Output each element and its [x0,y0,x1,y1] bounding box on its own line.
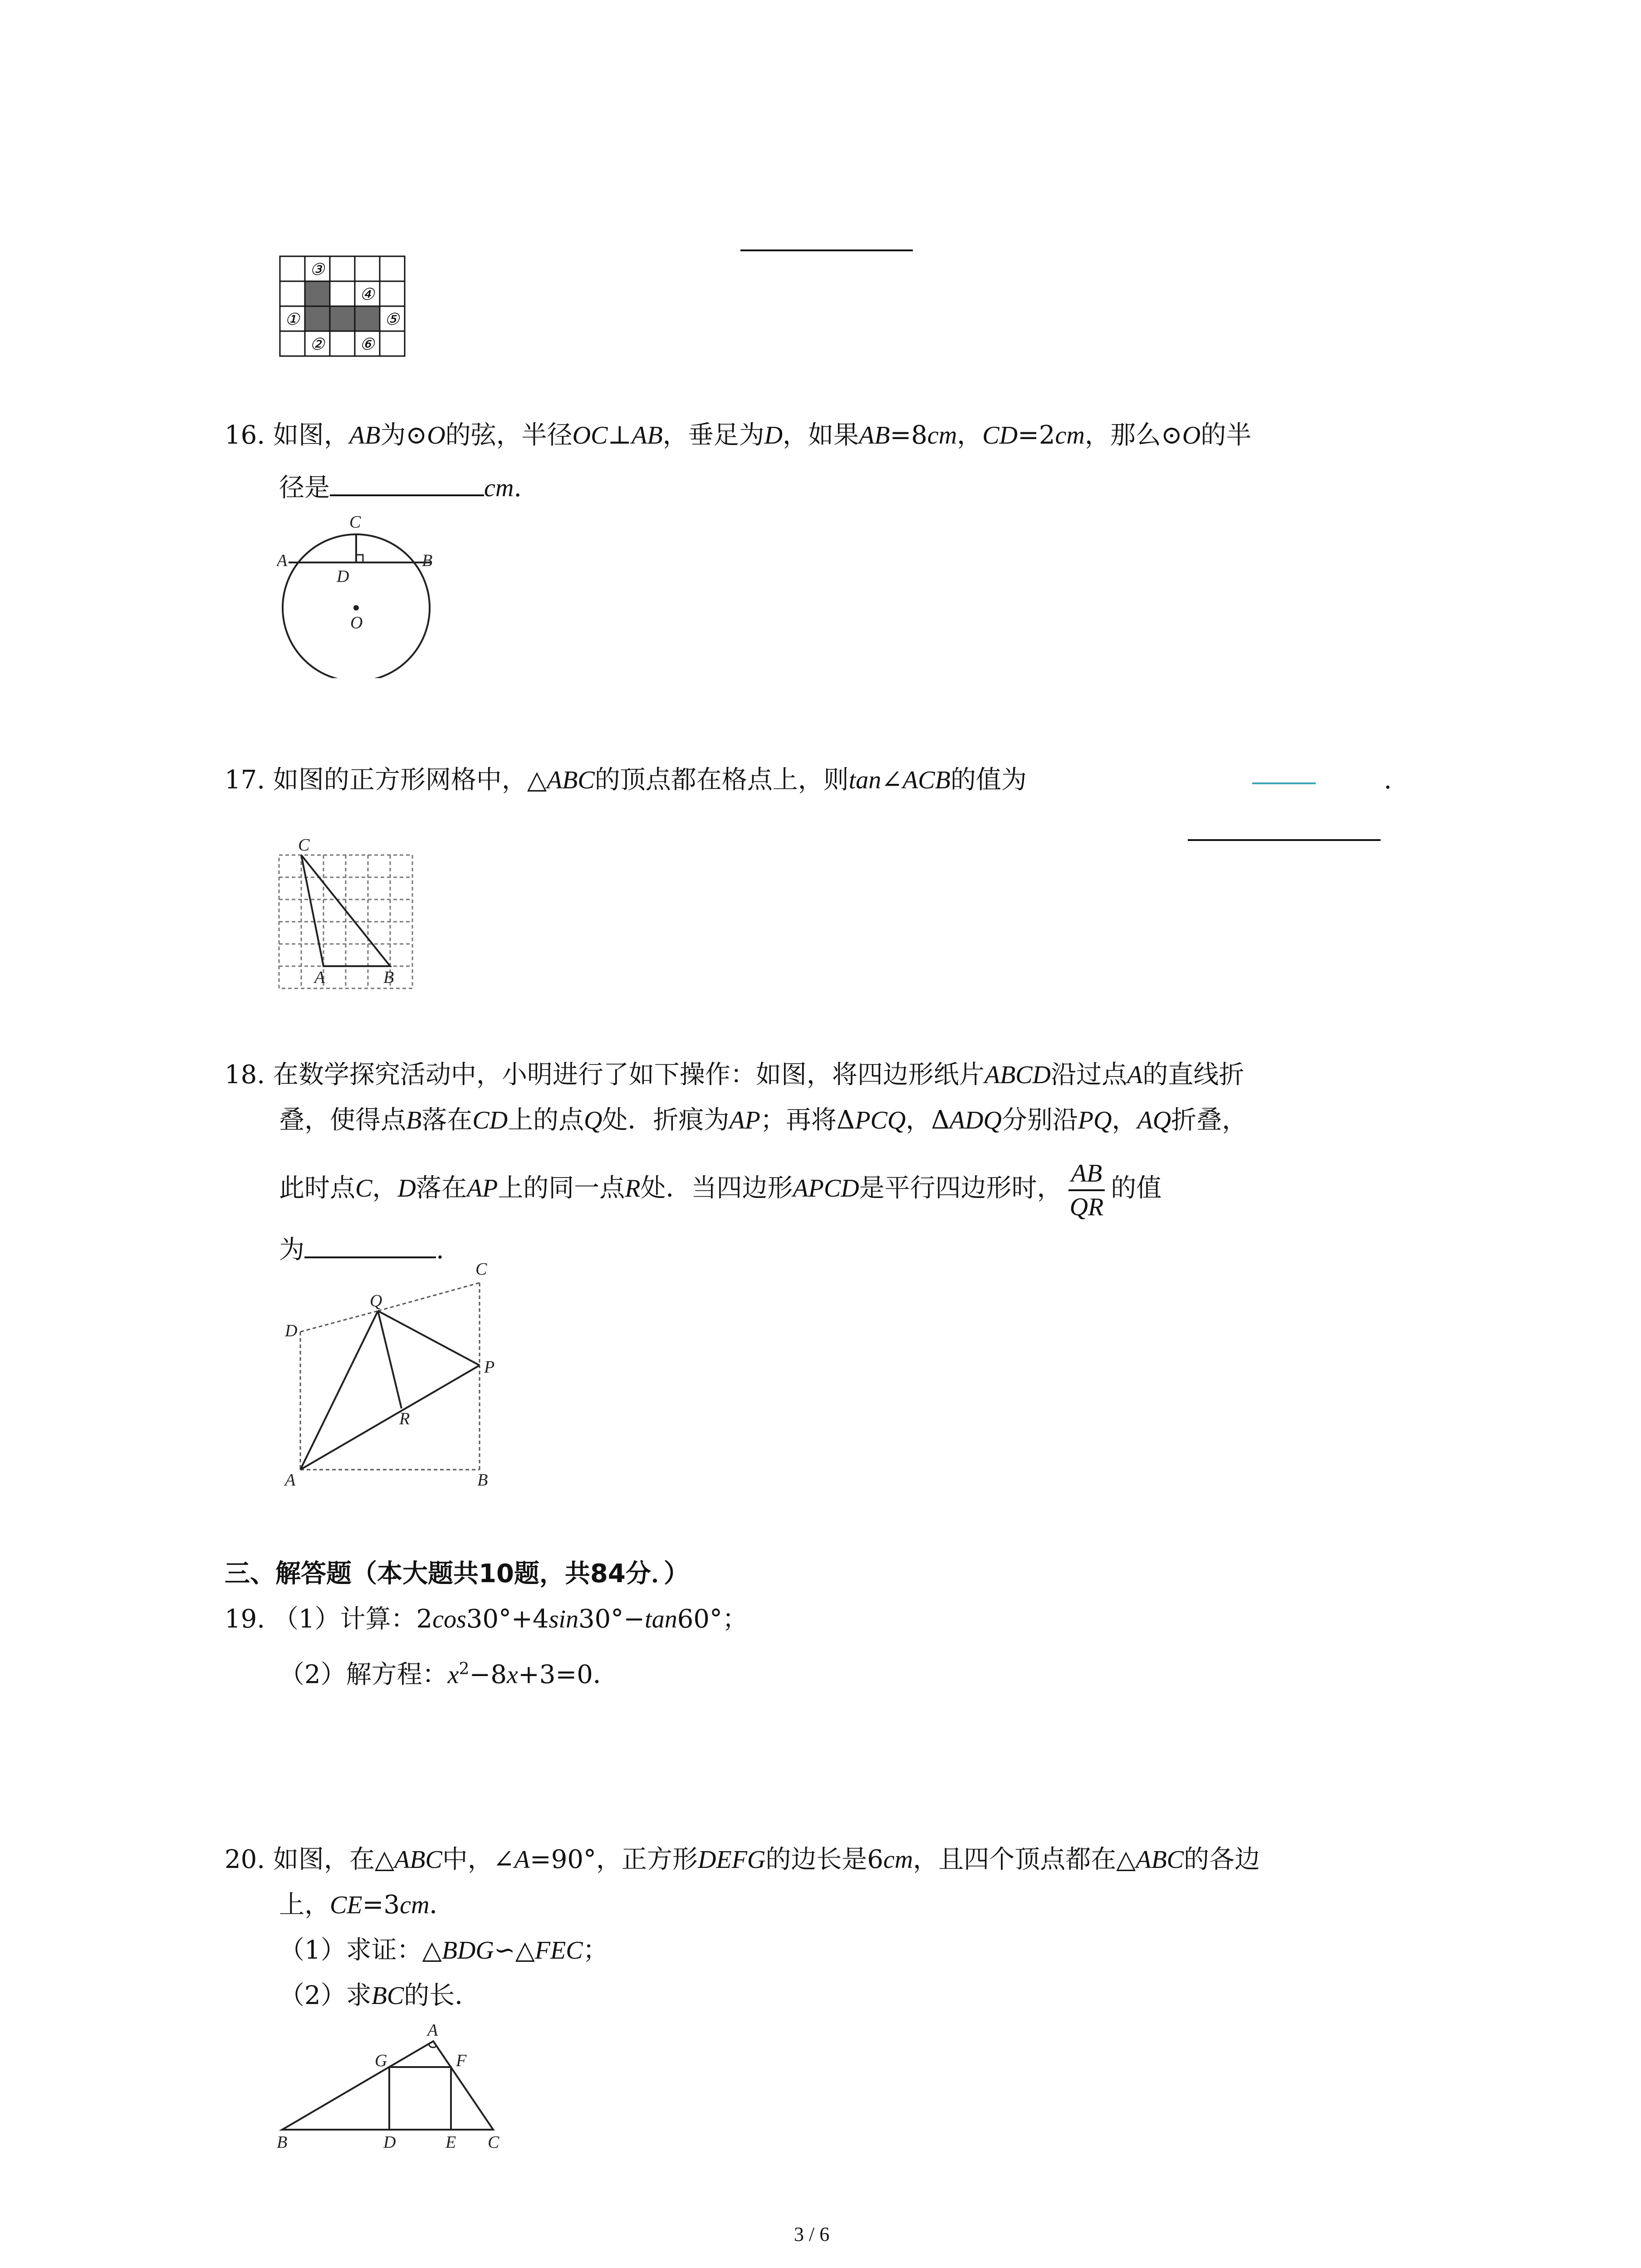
text: ； [583,1936,608,1965]
fig-label-C: C [349,513,361,532]
fig-label-D: D [285,1321,298,1340]
text: ，垂足为 [662,420,764,450]
text: 为⊙ [380,420,427,450]
q18-line2 [279,1102,1247,1139]
fraction-denominator: QR [1069,1193,1104,1221]
q17-grid-figure [270,837,420,993]
text: 的值 [1111,1173,1162,1203]
math: AP [466,1174,498,1202]
label-1: ① [284,310,300,328]
top-answer-blank [740,249,913,251]
math: x [506,1661,518,1689]
fig-label-B: B [477,1471,488,1490]
q19-line2 [279,1651,618,1693]
math: D [764,421,783,450]
q19-number: 19. [225,1604,265,1634]
text: ，且四个顶点都在△ [913,1845,1136,1874]
math: tan [645,1605,677,1633]
text: 的边长是6 [765,1845,883,1874]
math: CE [330,1891,362,1919]
text: 60°； [677,1604,748,1634]
math: AQ [1137,1106,1171,1134]
fig-label-D: D [383,2133,396,2152]
fraction-numerator: AB [1068,1158,1105,1191]
text: 是平行四边形时， [859,1173,1063,1203]
text: 为 [279,1235,304,1265]
math: ACB [902,766,950,794]
math: CD [982,421,1018,450]
fig-label-C: C [488,2133,500,2152]
q18-line3 [279,1148,1161,1229]
text: 的顶点都在格点上，则 [594,765,849,795]
math: cm [883,1846,913,1874]
text: ，Δ [906,1105,950,1135]
text: 中，∠ [442,1845,514,1874]
math: OC [572,421,608,450]
math: tan [848,766,882,794]
q16-answer-blank[interactable] [330,467,484,496]
text: ⊥ [607,420,632,450]
text: 30°+4 [466,1604,549,1634]
math: FEC [534,1936,583,1965]
text: 沿过点 [1051,1060,1127,1090]
text: 径是 [279,473,330,503]
q20-part1 [279,1932,608,1969]
text: 的半 [1200,420,1252,450]
fig-label-A: A [277,551,288,570]
text: 处．当四边形 [640,1173,793,1203]
math: cm [484,474,514,502]
math: AB [632,421,663,450]
q17-teal-fraction-bar [1252,782,1316,784]
text: =8 [890,420,927,450]
math: O [1182,421,1201,450]
text: =2 [1018,420,1055,450]
math: BC [371,1982,404,2010]
text: 的弦，半径 [445,420,573,450]
math: cm [927,421,957,450]
text: . [514,473,522,503]
text: ， [1112,1105,1137,1135]
text: 在数学探究活动中，小明进行了如下操作：如图，将四边形纸片 [273,1060,985,1090]
math: ABC [1136,1846,1184,1874]
math: AB [349,421,381,450]
math: ABCD [984,1061,1051,1089]
label-5: ⑤ [384,310,400,328]
text: 此时点 [279,1173,355,1203]
text: −8 [469,1660,507,1690]
text: =3 [362,1890,400,1920]
math: x [447,1661,459,1689]
text: 上的点 [508,1105,584,1135]
text: （1）求证：△ [279,1936,442,1965]
fig-label-E: E [446,2133,456,2152]
fig-label-A: A [314,968,325,987]
q20-part2 [279,1978,480,2014]
section-3-heading: 三、解答题（本大题共10题，共84分．） [225,1559,689,1589]
fig-label-A: A [285,1471,296,1490]
text: 的各边 [1184,1845,1260,1874]
text: 落在 [416,1173,467,1203]
math: BDG [441,1936,494,1965]
q18-quadrilateral-figure [272,1256,508,1492]
label-4: ④ [359,285,375,303]
math: B [406,1106,422,1134]
text: . [436,1235,444,1265]
text: 的直线折 [1142,1060,1244,1090]
math: PCQ [855,1106,906,1134]
label-2: ② [309,335,325,353]
label-6: ⑥ [359,335,375,353]
math: A [1127,1061,1143,1089]
math: PQ [1078,1106,1112,1134]
text: 上的同一点 [498,1173,625,1203]
text: 的长． [404,1981,480,2010]
fig-label-Q: Q [370,1291,382,1310]
q18-line1 [225,1057,1244,1093]
q20-number: 20. [225,1845,265,1874]
math: D [397,1174,416,1202]
math: ADQ [949,1106,1002,1134]
q18-number: 18. [225,1060,265,1090]
text: （2）求 [279,1981,372,2010]
math: cos [432,1605,466,1633]
math: C [355,1174,372,1202]
math: cm [400,1891,430,1919]
fig-label-P: P [484,1358,495,1377]
math: R [625,1174,641,1202]
fig-label-G: G [375,2051,387,2070]
text: 叠，使得点 [279,1105,406,1135]
math: CD [472,1106,508,1134]
fig-label-C: C [298,837,310,855]
q16-line1 [225,417,1251,454]
text: ∠ [881,765,903,795]
q16-line2 [279,467,522,506]
math: Q [584,1106,603,1134]
text: =90°，正方形 [529,1845,698,1874]
text: 处．折痕为 [602,1105,730,1135]
q16-circle-figure [277,506,440,678]
text: ． [429,1890,455,1920]
math: AB [859,421,890,450]
fig-label-A: A [427,2021,438,2040]
fraction-ab-over-qr [1067,1158,1107,1223]
math: ABC [394,1846,442,1874]
fig-label-B: B [383,968,394,987]
text: ， [372,1173,398,1203]
text: 如图的正方形网格中，△ [273,765,547,795]
fig-label-D: D [337,567,349,586]
text: 分别沿 [1001,1105,1078,1135]
math: ABC [546,766,595,794]
text: 如图，在△ [273,1845,394,1874]
q20-line1 [225,1842,1260,1878]
top-grid-figure [278,254,409,358]
q17-number: 17. [225,765,265,795]
q20-triangle-figure [272,2019,517,2155]
text: （2）解方程： [279,1660,448,1690]
text: （1）计算：2 [273,1604,433,1634]
text: 如图， [273,420,349,450]
label-3: ③ [309,260,325,279]
page-number: 3 / 6 [794,2223,830,2245]
text: 的值为 [950,765,1027,795]
text: ，如果 [783,420,859,450]
math: O [427,421,446,450]
fig-label-B: B [277,2133,288,2152]
text: +3=0． [518,1660,618,1690]
q19-line1 [225,1601,748,1637]
fig-label-O: O [350,613,363,632]
math: cm [1055,421,1085,450]
math: APCD [793,1174,859,1202]
fig-label-R: R [399,1409,410,1428]
text: ，那么⊙ [1084,420,1182,450]
text: 上， [279,1890,330,1920]
q17-line1 [225,762,1027,798]
text: ∽△ [494,1936,535,1965]
q18-answer-blank[interactable] [304,1229,436,1258]
math: DEFG [698,1846,766,1874]
text: ， [957,420,983,450]
text: ；再将Δ [760,1105,855,1135]
math: A [514,1846,530,1874]
q16-number: 16. [225,420,265,450]
math: AP [729,1106,760,1134]
fig-label-B: B [422,551,433,570]
fig-label-C: C [475,1260,487,1279]
exponent: 2 [459,1660,470,1678]
q17-period: . [1384,765,1392,795]
text: 30°− [578,1604,645,1634]
text: 折叠， [1171,1105,1248,1135]
q17-answer-blank[interactable] [1188,839,1381,841]
fig-label-F: F [456,2051,467,2070]
text: 落在 [421,1105,473,1135]
math: sin [549,1605,578,1633]
q20-line2 [279,1887,455,1923]
